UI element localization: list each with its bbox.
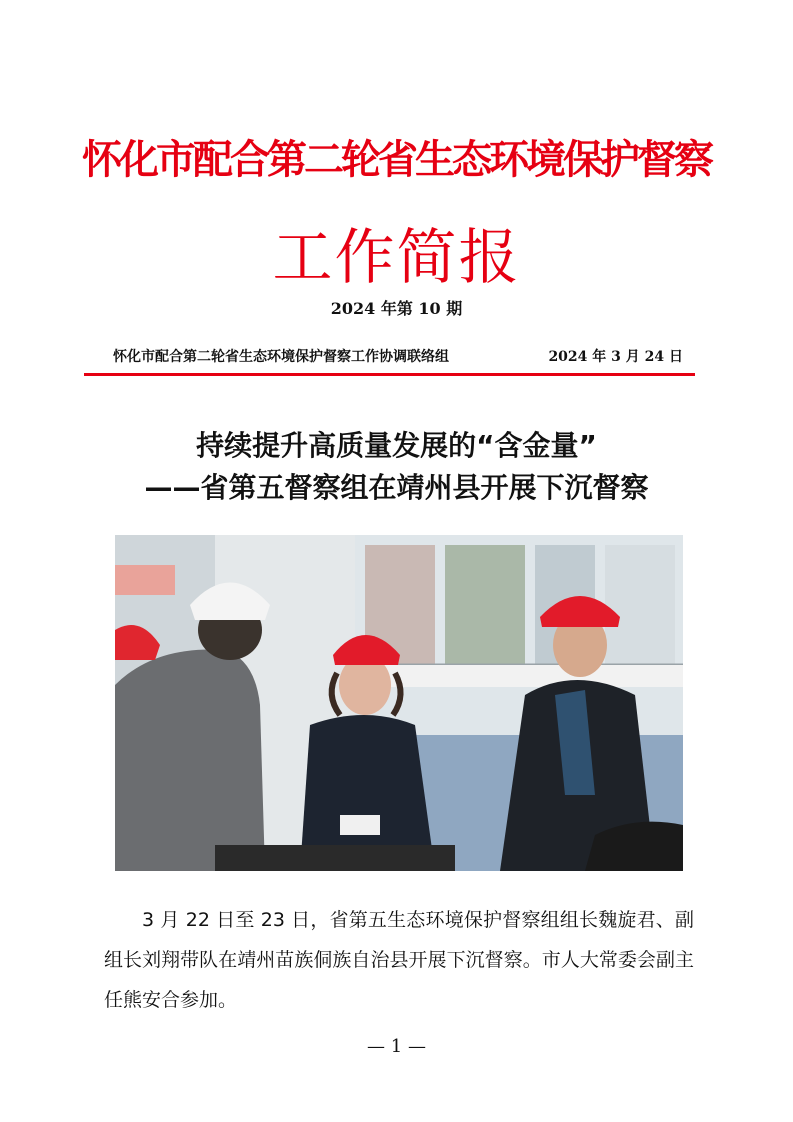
page-number: — 1 — — [367, 1036, 426, 1057]
article-subtitle: ——省第五督察组在靖州县开展下沉督察 — [144, 471, 649, 504]
issue-date: 2024 年 3 月 24 日 — [548, 349, 683, 365]
article-body: 3 月 22 日至 23 日，省第五生态环境保护督察组组长魏旋君、副组长刘翔带队在靖州苗族侗族自治县开展下沉督察。市人大常委会副主任熊安合参加。 — [104, 909, 694, 1011]
masthead-title: 怀化市配合第二轮省生态环境保护督察 — [82, 137, 711, 183]
masthead-subtitle: 工作简报 — [272, 223, 521, 293]
issuer-name: 怀化市配合第二轮省生态环境保护督察工作协调联络组 — [113, 349, 449, 365]
issue-number: 2024 年第 10 期 — [330, 299, 463, 318]
article-photo — [115, 535, 683, 871]
red-divider — [84, 373, 695, 376]
article-title: 持续提升高质量发展的“含金量” — [196, 429, 597, 462]
